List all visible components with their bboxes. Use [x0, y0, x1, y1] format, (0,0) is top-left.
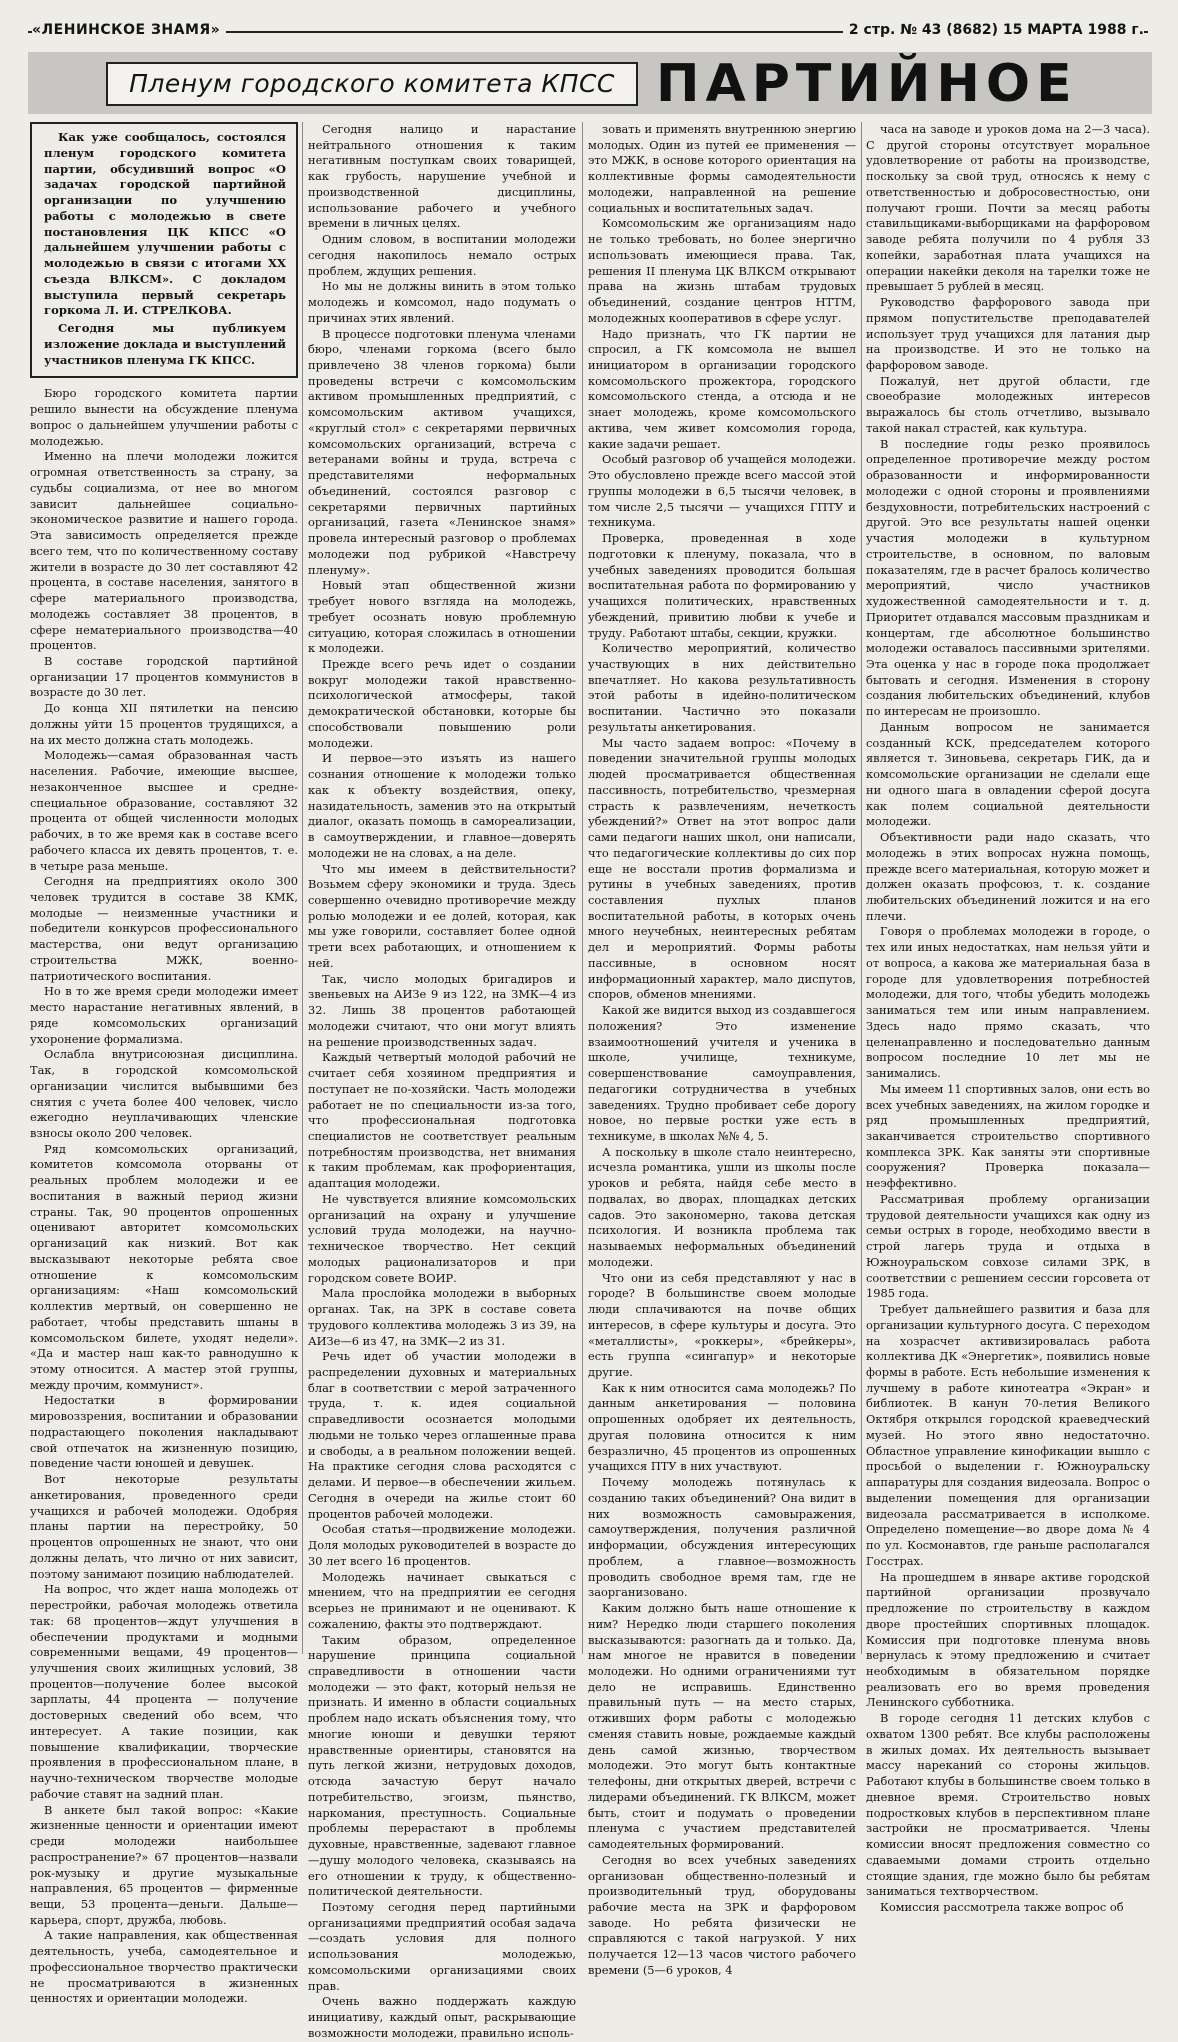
plenum-title-box — [106, 62, 638, 106]
article-paragraph: Молодежь—самая образованная часть населения. Рабочие, имеющие высшее, незаконченное высшее и средне-специальное образование, составляют 32 процента от общей численности молодых рабочих, в то же время как в составе всего рабочего класса их девять процентов, т. е. в четыре раза меньше. — [30, 748, 298, 873]
article-paragraph: Сегодня во всех учебных заведениях организован общественно-полезный и производительный труд, оборудованы рабочие места на ЗРК и фарфоровом заводе. Но ребята физически не справляются с такой нагрузкой. У них получается 12—13 часов чистого рабочего времени (5—6 уроков, 4 — [588, 1852, 856, 1977]
article-paragraph: Речь идет об участии молодежи в распределении духовных и материальных благ в соответствии с мерой затраченного труда, т. к. идея социальной справедливости осознается молодыми людьми не только через оглашенные права и свободы, а в реальном положении вещей. На практике сегодня слова расходятся с делами. И первое—в обеспечении жильем. Сегодня в очереди на жилье стоит 60 процентов рабочей молодежи. — [308, 1349, 576, 1521]
article-paragraph: Молодежь начинает свыкаться с мнением, что на предприятии ее сегодня всерьез не принимают и не оценивают. К сожалению, факты это подтверждают. — [308, 1569, 576, 1631]
article-paragraph: Почему молодежь потянулась к созданию таких объединений? Она видит в них возможность самовыражения, самоутверждения, получения различной информации, обсуждения интересующих проблем, а главное—возможность проводить свободное время там, где не заорганизовано. — [588, 1475, 856, 1600]
article-paragraph: Требует дальнейшего развития и база для организации культурного досуга. С переходом на хозрасчет активизировалась работа коллектива ДК «Энергетик», появились новые формы в работе. Есть небольшие изменения к лучшему в работе кинотеатра «Экран» и библиотек. В канун 70-летия Великого Октября открылся городской краеведческий музей. Но этого явно недостаточно. Областное управление кинофикации вышло с просьбой о выделении г. Южноуральску аппаратуры для создания видеозала. Вопрос о выделении помещения для организации видеозала рассматривается в исполкоме. Определено помещение—во дворе дома № 4 по ул. Космонавтов, где раньше располагался Госстрах. — [866, 1302, 1150, 1568]
article-paragraph: Новый этап общественной жизни требует нового взгляда на молодежь, требует осознать новую проблемную ситуацию, которая сложилась в отношении к молодежи. — [308, 578, 576, 656]
article-paragraph: Одним словом, в воспитании молодежи сегодня накопилось немало острых проблем, ждущих решения. — [308, 232, 576, 278]
article-paragraph: Комсомольским же организациям надо не только требовать, но более энергично использовать имеющиеся права. Так, решения II пленума ЦК ВЛКСМ открывают права на жизнь штабам трудовых объединений, создание центров НТТМ, молодежных кооперативов в сфере услуг. — [588, 216, 856, 325]
article-paragraph: Особый разговор об учащейся молодежи. Это обусловлено прежде всего массой этой группы молодежи в 6,5 тысячи человек, в том числе 2,5 тысячи — учащихся ГПТУ и техникума. — [588, 452, 856, 530]
article-paragraph: В процессе подготовки пленума членами бюро, членами горкома (всего было привлечено 38 членов горкома) были проведены встречи с комсомольским активом промышленных предприятий, с комсомольским активом учащихся, «круглый стол» с секретарями первичных комсомольских организаций, встреча с ветеранами войны и труда, встреча с представителями неформальных объединений, состоялся разговор с секретарями первичных партийных организаций, газета «Ленинское знамя» провела интересный разговор о проблемах молодежи под рубрикой «Навстречу пленуму». — [308, 326, 576, 577]
article-paragraph: Надо признать, что ГК партии не спросил, а ГК комсомола не вышел инициатором в организации городского комсомольского прожектора, городского комсомольского стенда, а отсюда и не знает молодежь, кроме комсомольского актива, чем живет комсомолия города, какие задачи решает. — [588, 326, 856, 451]
article-paragraph: Данным вопросом не занимается созданный КСК, председателем которого является т. Зиновьева, секретарь ГИК, да и комсомольские организации не сделали еще ни одного шага в овладении сферой досуга как полем социальной деятельности молодежи. — [866, 719, 1150, 829]
page-headline: ПАРТИЙНОЕ — [656, 54, 1078, 114]
article-paragraph: Ряд комсомольских организаций, комитетов комсомола оторваны от реальных проблем молодежи и ее воспитания в важный период жизни страны. Так, 90 процентов опрошенных оценивают авторитет комсомольских организаций как низкий. Вот как высказывают некоторые ребята свое отношение к комсомольским организациям: «Наш комсомольский коллектив мертвый, он совершенно не работает, чтобы представить шпаны в комсомольском билете, уходят недели». «Да и мастер наш как-то равнодушно к этому относится. А мастер этой группы, между прочим, коммунист». — [30, 1141, 298, 1392]
article-paragraph: Каким должно быть наше отношение к ним? Нередко люди старшего поколения высказываются: разогнать да и только. Да, нам многое не нравится в поведении молодежи. Но одними ограничениями тут дело не исправишь. Единственно правильный путь — на место старых, отживших форм работы с молодежью сменяя ставить новые, рождаемые каждый день самой жизнью, творчеством молодежи. Это могут быть контактные телефоны, дни открытых дверей, встречи с лидерами объединений. ГК ВЛКСМ, может быть, стоит и подумать о проведении пленума с участием представителей самодеятельных формирований. — [588, 1601, 856, 1852]
article-paragraph: Мы имеем 11 спортивных залов, они есть во всех учебных заведениях, на жилом городке и ряд промышленных предприятий, заканчивается строительство спортивного комплекса ЗРК. Как заняты эти спортивные сооружения? Проверка показала—неэффективно. — [866, 1081, 1150, 1191]
article-paragraph: зовать и применять внутреннюю энергию молодых. Один из путей ее применения — это МЖК, в основе которого ориентация на коллективные формы самодеятельности молодежи, направленной на решение социальных и воспитательных задач. — [588, 122, 856, 215]
article-paragraph: Каждый четвертый молодой рабочий не считает себя хозяином предприятия и поступает не по-хозяйски. Часть молодежи работает не по специальности из-за того, что профессиональная подготовка специалистов не соответствует реальным потребностям производства, нет внимания к таким проблемам, как профориентация, адаптация молодежи. — [308, 1050, 576, 1191]
article-paragraph: Что они из себя представляют у нас в городе? В большинстве своем молодые люди сплачиваются на почве общих интересов, в сфере культуры и досуга. Это «металлисты», «роккеры», «брейкеры», есть группа «сингапур» и некоторые другие. — [588, 1270, 856, 1380]
article-paragraph: В последние годы резко проявилось определенное противоречие между ростом образованности и информированности молодежи с одной стороны и проявлениями бездуховности, потребительских настроений с другой. Это все результаты нашей оценки участия молодежи в культурном строительстве, в основном, по валовым показателям, где в расчет бралось количество мероприятий, число участников художественной самодеятельности и т. д. Приоритет отдавался массовым праздникам и концертам, где абсолютное большинство молодежи оставалось пассивными зрителями. Эта оценка у нас в городе пока продолжает бытовать и сегодня. Изменения в сторону создания любительских объединений, клубов по интересам не произошло. — [866, 436, 1150, 719]
publication-name: «ЛЕНИНСКОЕ ЗНАМЯ» — [32, 22, 226, 38]
article-paragraph: В городе сегодня 11 детских клубов с охватом 1300 ребят. Все клубы расположены в жилых домах. Их деятельность вызывает массу нареканий со стороны жильцов. Работают клубы в большинстве своем только в дневное время. Строительство новых подростковых клубов в перспективном плане застройки не просматривается. Члены комиссии вносят предложения совместно со сдаваемыми домами строить отдельно стоящие здания, где можно было бы ребятам заниматься техтворчеством. — [866, 1711, 1150, 1899]
article-paragraph: Комиссия рассмотрела также вопрос об — [880, 1899, 1124, 1914]
intro-paragraph: Сегодня мы публикуем изложение доклада и выступлений участников пленума ГК КПСС. — [44, 321, 286, 367]
article-paragraph: На вопрос, что ждет наша молодежь от перестройки, рабочая молодежь ответила так: 68 процентов—ждут улучшения в обеспечении продуктами и модными современными вещами, 49 процентов—улучшения своих жилищных условий, 38 процентов—получение более высокой зарплаты, 44 процента — получение достоверных сведений обо всем, что интересует. А такие позиции, как повышение квалификации, творческие проявления в профессиональном плане, в научно-техническом творчестве молодые рабочие ставят на задний план. — [30, 1582, 298, 1801]
article-paragraph: И первое—это изъять из нашего сознания отношение к молодежи только как к объекту воздействия, опеку, назидательность, заменив это на открытый диалог, оказать помощь в самореализации, в самоутверждении, и главное—доверять молодежи не на словах, а на деле. — [308, 751, 576, 860]
article-paragraph: Ослабла внутрисоюзная дисциплина. Так, в городской комсомольской организации числится выбывшими без снятия с учета более 400 человек, число ежегодно неуплачивающих членские взносы около 200 человек. — [30, 1047, 298, 1140]
plenum-title: Пленум городского комитета КПСС — [129, 69, 615, 98]
article-paragraph: Мы часто задаем вопрос: «Почему в поведении значительной группы молодых людей просматривается общественная пассивность, потребительство, чрезмерная страсть к развлечениям, нечеткость убеждений?» Ответ на этот вопрос дали сами педагоги наших школ, они написали, что педагогические коллективы до сих пор еще не восстали против формализма и рутины в учебных заведениях, против составления пухлых планов воспитательной работы, в которых очень много неучебных, неинтересных ребятам дел и мероприятий. Формы работы пассивные, в основном носят информационный характер, мало диспутов, споров, обменов мнениями. — [588, 735, 856, 1002]
article-paragraph: Недостатки в формировании мировоззрения, воспитании и образовании подрастающего поколения накладывают свой отпечаток на жизненную позицию, поведение части юношей и девушек. — [30, 1393, 298, 1471]
masthead — [28, 22, 1148, 44]
article-paragraph: Проверка, проведенная в ходе подготовки к пленуму, показала, что в учебных заведениях проводится большая воспитательная работа по формированию у учащихся политических, нравственных убеждений, привитию любви к учебе и труду. Работают штабы, секции, кружки. — [588, 531, 856, 640]
article-paragraph: Руководство фарфорового завода при прямом попустительстве преподавателей использует труд учащихся для латания дыр на производстве. И это не только на фарфоровом заводе. — [866, 295, 1150, 373]
article-column-2 — [308, 122, 576, 2040]
column-divider — [582, 122, 583, 1654]
article-paragraph: Особая статья—продвижение молодежи. Доля молодых руководителей в возрасте до 30 лет всего 16 процентов. — [308, 1522, 576, 1568]
article-paragraph: Очень важно поддержать каждую инициативу, каждый опыт, раскрывающие возможности молодежи, правильно исполь- — [308, 1994, 576, 2040]
column-divider — [302, 122, 303, 1654]
article-column-1 — [30, 122, 298, 2006]
article-paragraph: Прежде всего речь идет о создании вокруг молодежи такой нравственно-психологической атмосферы, такой демократической обстановки, которые бы способствовали повышению роли молодежи. — [308, 656, 576, 750]
issue-info: 2 стр. № 43 (8682) 15 МАРТА 1988 г. — [843, 22, 1144, 38]
article-paragraph: Рассматривая проблему организации трудовой деятельности учащихся как одну из семьи острых в городе, необходимо ввести в строй лагерь труда и отдыха в Южноуральском совхозе силами ЗРК, в соответствии с решением сессии горсовета от 1985 года. — [866, 1191, 1150, 1301]
article-paragraph: Объективности ради надо сказать, что молодежь в этих вопросах нужна помощь, прежде всего материальная, которую может и должен оказать профсоюз, т. к. создание любительских объединений ложится и на его плечи. — [866, 830, 1150, 923]
article-paragraph: Бюро городского комитета партии решило вынести на обсуждение пленума вопрос о дальнейшем улучшении работы с молодежью. — [30, 386, 298, 448]
article-paragraph: Не чувствуется влияние комсомольских организаций на охрану и улучшение условий труда молодежи, на научно-техническое творчество. Нет секций молодых рационализаторов и при городском совете ВОИР. — [308, 1191, 576, 1285]
article-paragraph: До конца XII пятилетки на пенсию должны уйти 15 процентов трудящихся, а на их место должна стать молодежь. — [30, 701, 298, 747]
intro-paragraph: Как уже сообщалось, состоялся пленум городского комитета партии, обсудивший вопрос «О задачах городской партийной организации по улучшению работы с молодежью в свете постановления ЦК КПСС «О дальнейшем улучшении работы с молодежью в связи с итогами XX съезда ВЛКСМ». С докладом выступила первый секретарь горкома Л. И. СТРЕЛКОВА. — [44, 130, 286, 318]
article-paragraph: А такие направления, как общественная деятельность, учеба, самодеятельное и профессиональное творчество практически не просматриваются в жизненных ценностях и ориентации молодежи. — [30, 1928, 298, 2006]
article-paragraph: В анкете был такой вопрос: «Какие жизненные ценности и ориентации имеют среди молодежи наибольшее распространение?» 67 процентов—назвали рок-музыку и другие музыкальные направления, 65 процентов — фирменные вещи, 53 процента—деньги. Дальше—карьера, спорт, дружба, любовь. — [30, 1802, 298, 1927]
article-paragraph: Как к ним относится сама молодежь? По данным анкетирования — половина опрошенных одобряет их деятельность, другая половина относится к ним безразлично, 45 процентов из опрошенных учащихся ПТУ в них участвуют. — [588, 1380, 856, 1474]
article-paragraph: Пожалуй, нет другой области, где своеобразие молодежных интересов выражалось бы столь отчетливо, вызывало такой накал страстей, как культура. — [866, 373, 1150, 435]
article-paragraph: Поэтому сегодня перед партийными организациями предприятий особая задача—создать условия для полного использования молодежью, комсомольскими организациями своих прав. — [308, 1899, 576, 1993]
article-paragraph: Какой же видится выход из создавшегося положения? Это изменение взаимоотношений учителя и ученика в школе, училище, техникуме, совершенствование самоуправления, педагогики сотрудничества в учебных заведениях. Трудно пробивает себе дорогу новое, но первые ростки уже есть в техникуме, в школах №№ 4, 5. — [588, 1003, 856, 1143]
article-paragraph: Сегодня налицо и нарастание нейтрального отношения к таким негативным поступкам своих товарищей, как грубость, нарушение учебной и производственной дисциплины, использование рабочего и учебного времени в личных целях. — [308, 122, 576, 231]
article-column-3 — [588, 122, 856, 1977]
article-paragraph: Что мы имеем в действительности? Возьмем сферу экономики и труда. Здесь совершенно очевидно противоречие между ролью молодежи и ее долей, которая, как мы уже говорили, составляет более одной трети всех работающих, и отношением к ней. — [308, 861, 576, 970]
article-paragraph: Вот некоторые результаты анкетирования, проведенного среди учащихся и рабочей молодежи. Одобряя планы партии на перестройку, 50 процентов опрошенных не знают, что они должны делать, что лично от них зависит, поэтому занимают позицию наблюдателей. — [30, 1472, 298, 1581]
article-paragraph: Сегодня на предприятиях около 300 человек трудится в составе 38 КМК, молодые — неизменные участники и победители конкурсов профессионального мастерства, они ведут организацию строительства МЖК, военно-патриотического воспитания. — [30, 874, 298, 983]
article-paragraph: Но мы не должны винить в этом только молодежь и комсомол, надо подумать о причинах этих явлений. — [308, 279, 576, 325]
article-paragraph: Мала прослойка молодежи в выборных органах. Так, на ЗРК в составе совета трудового коллектива молодежь 3 из 39, на АИЗе—6 из 47, на ЗМК—2 из 31. — [308, 1286, 576, 1348]
article-paragraph: Так, число молодых бригадиров и звеньевых на АИЗе 9 из 122, на ЗМК—4 из 32. Лишь 38 процентов работающей молодежи считают, что они могут влиять на решение производственных задач. — [308, 971, 576, 1049]
article-paragraph: часа на заводе и уроков дома на 2—3 часа). С другой стороны отсутствует моральное удовлетворение от работы на производстве, поскольку за свой труд, относясь к нему с ответственностью и добросовестностью, они получают гроши. Почти за месяц работы ставильщиками-выборщиками на фарфоровом заводе ребята получили по 4 рубля 33 копейки, заработная плата учащихся на операции накейки деколя на тарелки тоже не превышает 5 рублей в месяц. — [866, 122, 1150, 294]
article-column-4 — [866, 122, 1150, 1914]
intro-box — [30, 122, 298, 378]
article-paragraph: Именно на плечи молодежи ложится огромная ответственность за страну, за судьбы социализма, от нее во многом зависит дальнейшее социально-экономическое развитие и нашего города. Эта зависимость определяется прежде всего тем, что по количественному составу жители в возрасте до 30 лет составляют 42 процента, в составе населения, занятого в сфере материального производства, молодежь составляет 38 процентов, в сфере нематериального производства—40 процентов. — [30, 449, 298, 653]
article-paragraph: В составе городской партийной организации 17 процентов коммунистов в возрасте до 30 лет. — [30, 653, 298, 700]
section-banner — [28, 52, 1152, 114]
article-paragraph: Говоря о проблемах молодежи в городе, о тех или иных недостатках, нам нельзя уйти и от вопроса, а какова же материальная база в городе для удовлетворения потребностей молодежи, для того, чтобы убедить молодежь заниматься тем или иным направлением. Здесь надо прямо сказать, что целенаправленно и последовательно данным вопросом последние 10 лет мы не занимались. — [866, 924, 1150, 1081]
article-paragraph: Но в то же время среди молодежи имеет место нарастание негативных явлений, в ряде комсомольских организаций ухоронение формализма. — [30, 984, 298, 1046]
column-divider — [861, 122, 862, 1654]
article-paragraph: На прошедшем в январе активе городской партийной организации прозвучало предложение по строительству в каждом дворе простейших спортивных площадок. Комиссия при подготовке пленума вновь вернулась к этому предложению и считает необходимым в обязательном порядке реализовать его во время проведения Ленинского субботника. — [866, 1569, 1150, 1710]
article-paragraph: Таким образом, определенное нарушение принципа социальной справедливости в отношении части молодежи — это факт, который нельзя не признать. И именно в области социальных проблем надо искать объяснения тому, что многие юноши и девушки теряют нравственные ориентиры, становятся на путь легкой жизни, нетрудовых доходов, отсюда зачастую берут начало потребительство, эгоизм, пьянство, наркомания, преступность. Социальные проблемы перерастают в проблемы духовные, нравственные, задевают главное—душу молодого человека, сказываясь на его отношении к труду, к общественно-политической деятельности. — [308, 1632, 576, 1899]
article-paragraph: А поскольку в школе стало неинтересно, исчезла романтика, ушли из школы после уроков и ребята, найдя себе место в подвалах, во дворах, площадках детских садов. Это закономерно, такова детская психология. И возникла проблема так называемых неформальных объединений молодежи. — [588, 1144, 856, 1269]
article-paragraph: Количество мероприятий, количество участвующих в них действительно впечатляет. Но какова результативность этой работы в идейно-политическом воспитании. Частично это показали результаты анкетирования. — [588, 641, 856, 734]
